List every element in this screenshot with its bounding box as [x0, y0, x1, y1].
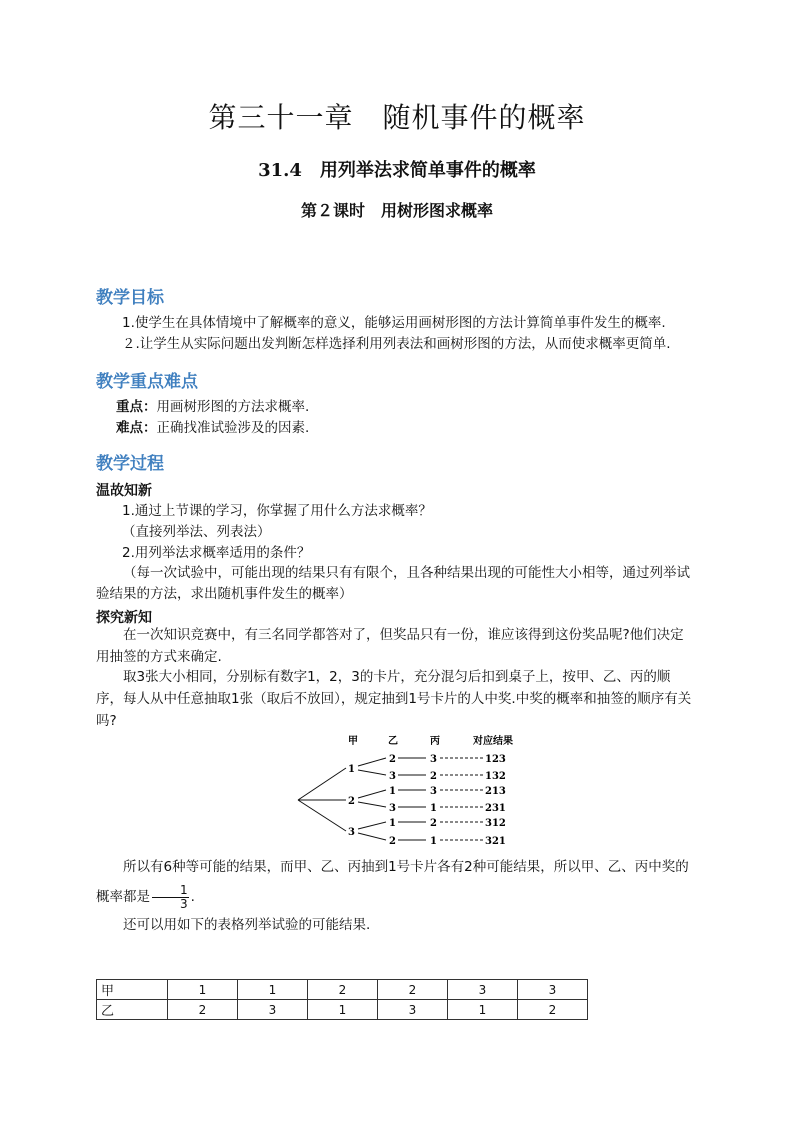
table-cell: 3 [378, 1000, 448, 1020]
review-answer-1: （直接列举法、列表法） [122, 524, 271, 540]
table-cell: 1 [238, 980, 308, 1000]
table-cell: 2 [308, 980, 378, 1000]
branch-2-a [358, 790, 386, 798]
difficulty-line [116, 418, 309, 438]
tree-node-second-1: 2 [389, 754, 396, 765]
table-cell: 3 [238, 1000, 308, 1020]
tree-node-third-2: 2 [430, 771, 437, 782]
tree-result-5: 312 [485, 818, 506, 829]
table-row-label-jia: 甲 [97, 980, 168, 1000]
table-cell: 2 [518, 1000, 588, 1020]
tree-header-yi: 乙 [388, 736, 398, 747]
keypoints-heading: 教学重点难点 [96, 372, 198, 392]
tree-node-second-6: 2 [389, 836, 396, 847]
branch-3-a [358, 822, 386, 829]
tree-node-second-3: 1 [389, 786, 396, 797]
tree-node-third-5: 2 [430, 818, 437, 829]
review-question-2: 2.用列举法求概率适用的条件？ [122, 545, 311, 561]
chapter-title: 第三十一章 随机事件的概率 [208, 101, 586, 134]
explore-paragraph-3 [96, 852, 696, 912]
tree-node-third-4: 1 [430, 803, 437, 814]
branch-root-3 [298, 800, 346, 831]
conclusion-period: . [190, 889, 195, 905]
results-table [96, 979, 588, 1020]
review-heading: 温故知新 [96, 483, 152, 499]
tree-result-4: 231 [485, 803, 506, 814]
process-heading: 教学过程 [96, 454, 164, 474]
lesson-title: 第２课时 用树形图求概率 [300, 201, 493, 220]
goals-heading: 教学目标 [96, 288, 164, 308]
tree-result-1: 123 [485, 754, 506, 765]
tree-third-level [430, 754, 437, 847]
difficulty-text: 正确找准试验涉及的因素. [156, 420, 310, 436]
fraction-denominator: 3 [180, 896, 188, 911]
focus-text: 用画树形图的方法求概率. [156, 399, 310, 415]
tree-result-6: 321 [485, 836, 506, 847]
table-cell: 1 [168, 980, 238, 1000]
fraction-numerator: 1 [152, 884, 189, 898]
explore-heading: 探究新知 [96, 610, 152, 626]
tree-branches [298, 758, 426, 840]
tree-node-second-4: 3 [389, 803, 396, 814]
tree-node-third-6: 1 [430, 836, 437, 847]
tree-node-second-2: 3 [389, 771, 396, 782]
tree-header-bing: 丙 [430, 736, 440, 747]
branch-3-b [358, 833, 386, 840]
branch-1-a [358, 758, 386, 766]
goal-item-2: ２.让学生从实际问题出发判断怎样选择利用列表法和画树形图的方法，从而使求概率更简单. [122, 336, 671, 352]
table-row [97, 1000, 588, 1020]
tree-results [485, 754, 506, 847]
table-row [97, 980, 588, 1000]
explore-paragraph-1: 在一次知识竞赛中，有三名同学都答对了，但奖品只有一份，谁应该得到这份奖品呢?他们决定用抽签的方式来确定. [96, 627, 684, 665]
focus-line [116, 397, 309, 417]
tree-header-results: 对应结果 [473, 736, 513, 747]
table-cell: 3 [518, 980, 588, 1000]
table-row-label-yi: 乙 [97, 1000, 168, 1020]
focus-label: 重点： [116, 399, 157, 415]
difficulty-label: 难点： [116, 420, 157, 436]
explore-paragraph-4: 还可以用如下的表格列举试验的可能结果. [123, 917, 371, 933]
tree-result-2: 132 [485, 771, 506, 782]
conclusion-text: 所以有6种等可能的结果，而甲、乙、丙抽到1号卡片各有2种可能结果，所以甲、乙、丙中奖的概率都是 [96, 859, 689, 905]
tree-node-first-2: 2 [348, 796, 355, 807]
explore-paragraph-2: 取3张大小相同，分别标有数字1，2，3的卡片，充分混匀后扣到桌子上，按甲、乙、丙的顺序，每人从中任意抽取1张（取后不放回），规定抽到1号卡片的人中奖.中奖的概率和抽签的顺序有关吗? [96, 669, 692, 729]
review-question-1: 1.通过上节课的学习，你掌握了用什么方法求概率？ [122, 503, 432, 519]
tree-first-level [348, 764, 355, 838]
table-cell: 1 [308, 1000, 378, 1020]
tree-diagram [280, 728, 540, 850]
section-title: 31.4 用列举法求简单事件的概率 [258, 160, 536, 181]
probability-fraction [152, 884, 189, 911]
tree-node-first-1: 1 [348, 764, 355, 775]
table-cell: 2 [168, 1000, 238, 1020]
tree-second-level [389, 754, 396, 847]
table-cell: 2 [378, 980, 448, 1000]
tree-node-second-5: 1 [389, 818, 396, 829]
table-cell: 1 [448, 1000, 518, 1020]
tree-node-third-1: 3 [430, 754, 437, 765]
branch-root-1 [298, 768, 346, 800]
branch-1-b [358, 770, 386, 775]
tree-headers [348, 734, 513, 747]
tree-dashes [440, 758, 483, 840]
review-answer-2: （每一次试验中，可能出现的结果只有有限个，且各种结果出现的可能性大小相等，通过列举试验结果的方法，求出随机事件发生的概率） [96, 565, 690, 602]
tree-node-third-3: 3 [430, 786, 437, 797]
table-cell: 3 [448, 980, 518, 1000]
goal-item-1: 1.使学生在具体情境中了解概率的意义，能够运用画树形图的方法计算简单事件发生的概率. [122, 315, 666, 331]
tree-node-first-3: 3 [348, 827, 355, 838]
branch-2-b [358, 802, 386, 807]
tree-header-jia: 甲 [348, 736, 358, 747]
tree-result-3: 213 [485, 786, 506, 797]
